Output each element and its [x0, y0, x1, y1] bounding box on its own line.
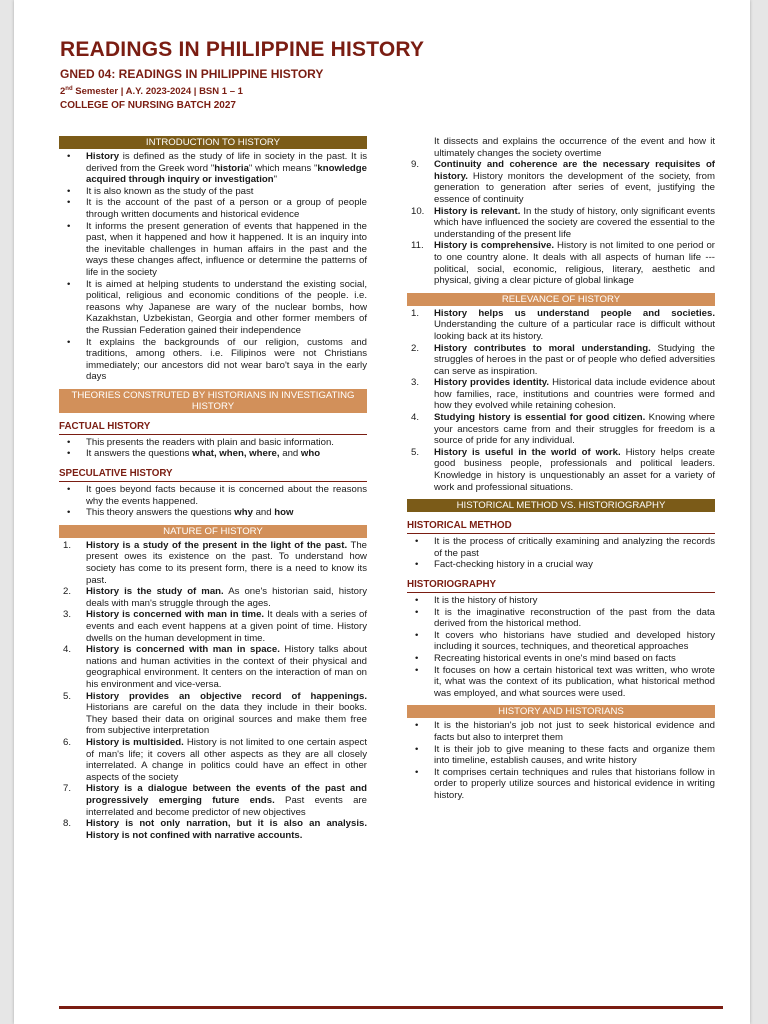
nature-heading: NATURE OF HISTORY [59, 525, 367, 538]
intro-heading: INTRODUCTION TO HISTORY [59, 136, 367, 149]
theories-heading: THEORIES CONSTRUTED BY HISTORIANS IN INVESTIGATING HISTORY [59, 389, 367, 413]
list-item: • It is the historian's job not just to seek historical evidence and facts but also to interpret them [407, 720, 715, 743]
list-item: • It informs the present generation of events that happened in the past, when it happened and how it happened. It is an inquiry into the inevitable challenges in human affairs in the past and the ways these changes affect, influence or determine the patterns of life in the society [59, 221, 367, 279]
list-item: 6. History is multisided. History is not limited to one certain aspect of man's life; it covers all other aspects as they are all closely interrelated. A change in politics could have an effect in other aspects of the society [63, 736, 367, 783]
list-item: It dissects and explains the occurrence of the event and how it ultimately changes the society overtime [434, 136, 715, 159]
method-heading: HISTORICAL METHOD VS. HISTORIOGRAPHY [407, 499, 715, 512]
list-item: • It is their job to give meaning to these facts and organize them into timeline, establish causes, and write history [407, 744, 715, 767]
college-batch: COLLEGE OF NURSING BATCH 2027 [60, 100, 236, 112]
historiography-list [407, 595, 715, 699]
list-item: • Fact-checking history in a crucial way [407, 559, 715, 571]
semester-info: 2nd Semester | A.Y. 2023-2024 | BSN 1 – 1 [60, 86, 243, 98]
list-item: 9. Continuity and coherence are the necessary requisites of history. History monitors the development of the society, from generation to generation after series of event, justifying the essence of continuity [411, 159, 715, 205]
nature-list [59, 540, 367, 841]
left-column [59, 136, 367, 841]
list-item: • It is aimed at helping students to understand the existing social, political, religious and economic conditions of the people. i.e. reasons why Japanese are wary of the nuclear bombs, how Kazakhstan, Uzbekistan, Georgia and other former members of the Russian Federation gained their independence [59, 279, 367, 337]
right-column [407, 136, 715, 802]
speculative-list [59, 484, 367, 519]
list-item: • Recreating historical events in one's mind based on facts [407, 653, 715, 665]
list-item: 4. Studying history is essential for good citizen. Knowing where your ancestors came from and their struggles for freedom is a source of pride for any individual. [411, 412, 716, 447]
speculative-history-heading: SPECULATIVE HISTORY [59, 468, 367, 482]
list-item: 8. History is not only narration, but it is also an analysis. History is not confined with narrative accounts. [63, 818, 367, 841]
list-item: 1. History helps us understand people and societies. Understanding the culture of a particular race is difficult without looking back at its history. [411, 307, 715, 342]
intro-list [59, 151, 367, 383]
historians-list [407, 720, 715, 801]
list-item: 4. History is concerned with man in space. History talks about nations and human activities in the context of their physical and geographical environment. It centers on the interaction of man on his environment and vice-versa. [63, 644, 367, 690]
nature-list-continued [407, 136, 715, 287]
footer-rule [59, 1006, 723, 1009]
historians-heading: HISTORY AND HISTORIANS [407, 705, 715, 718]
list-item: 11. History is comprehensive. History is not limited to one period or to one country alone. It deals with all aspects of human life --- political, social, economic, religious, literary, aesthetic and physical, giving a clear picture of global linkage [411, 240, 715, 287]
factual-history-heading: FACTUAL HISTORY [59, 421, 367, 435]
list-item: • This theory answers the questions why and how [59, 507, 367, 519]
list-item: • It is the history of history [407, 595, 715, 607]
factual-list [59, 437, 367, 460]
list-item: • It covers who historians have studied and developed history including it sources, techniques, and theoretical approaches [407, 630, 715, 653]
historical-method-heading: HISTORICAL METHOD [407, 520, 715, 534]
page-header [60, 38, 720, 112]
list-item: • It goes beyond facts because it is concerned about the reasons why the events happened. [59, 484, 367, 507]
list-item: 1. History is a study of the present in the light of the past. The present owes its existence on the past. To understand how society has come to its present form, there is a need to know its past. [63, 539, 367, 586]
list-item: • It is also known as the study of the past [59, 186, 367, 198]
list-item: • It answers the questions what, when, where, and who [59, 448, 367, 460]
list-item: 5. History is useful in the world of work. History helps create good business people, professionals and political leaders. Knowledge in history is unquestionably an asset for a variety of work and professional situations. [411, 446, 715, 493]
list-item: 3. History is concerned with man in time. It deals with a series of events and each event happens at a given point of time. History dwells on the human development in time. [63, 609, 368, 644]
list-item: • It is the account of the past of a person or a group of people through written documents and historical evidence [59, 197, 367, 220]
list-item: 10. History is relevant. In the study of history, only significant events which have influenced the society are covered the essential to the understanding of the present life [411, 205, 715, 240]
document-page [14, 0, 750, 1024]
list-item: 7. History is a dialogue between the events of the past and progressively emerging future ends. Past events are interrelated and become predictor of new objectives [63, 783, 368, 818]
historical-method-list [407, 536, 715, 571]
relevance-list [407, 308, 715, 494]
list-item: • This presents the readers with plain and basic information. [59, 437, 367, 449]
list-item: 3. History provides identity. Historical data include evidence about how families, race, institutions and countries were formed and how they evolved while retaining cohesion. [411, 377, 715, 412]
list-item: • It is the imaginative reconstruction of the past from the data derived from the historical method. [407, 607, 715, 630]
course-code: GNED 04: READINGS IN PHILIPPINE HISTORY [60, 67, 324, 81]
historiography-heading: HISTORIOGRAPHY [407, 579, 715, 593]
list-item: • It explains the backgrounds of our religion, customs and traditions, among others. i.e. Filipinos were not Christians immediately; our ancestors did not wear baro't saya in the early days [59, 337, 367, 383]
list-item: 2. History contributes to moral understanding. Studying the struggles of heroes in the past or of people who defied adversities can serve as inspiration. [411, 342, 715, 377]
list-item: 5. History provides an objective record of happenings. Historians are careful on the data they include in their books. They based their data on original sources and make them free from subjective interpretation [63, 690, 367, 737]
list-item: • It is the process of critically examining and analyzing the records of the past [407, 536, 715, 559]
list-item: 2. History is the study of man. As one's historian said, history deals with man's struggle through the ages. [63, 586, 367, 609]
relevance-heading: RELEVANCE OF HISTORY [407, 293, 715, 306]
list-item: • History is defined as the study of life in society in the past. It is derived from the Greek word "historia" which means "knowledge acquired through inquiry or investigation" [59, 151, 367, 186]
list-item: • It comprises certain techniques and rules that historians follow in order to properly utilize sources and historical evidence in writing history. [407, 767, 715, 802]
list-item: • It focuses on how a certain historical text was written, who wrote it, what was the context of its publication, what historical method was employed, and what sources were used. [407, 665, 715, 700]
page-title: READINGS IN PHILIPPINE HISTORY [60, 38, 425, 61]
